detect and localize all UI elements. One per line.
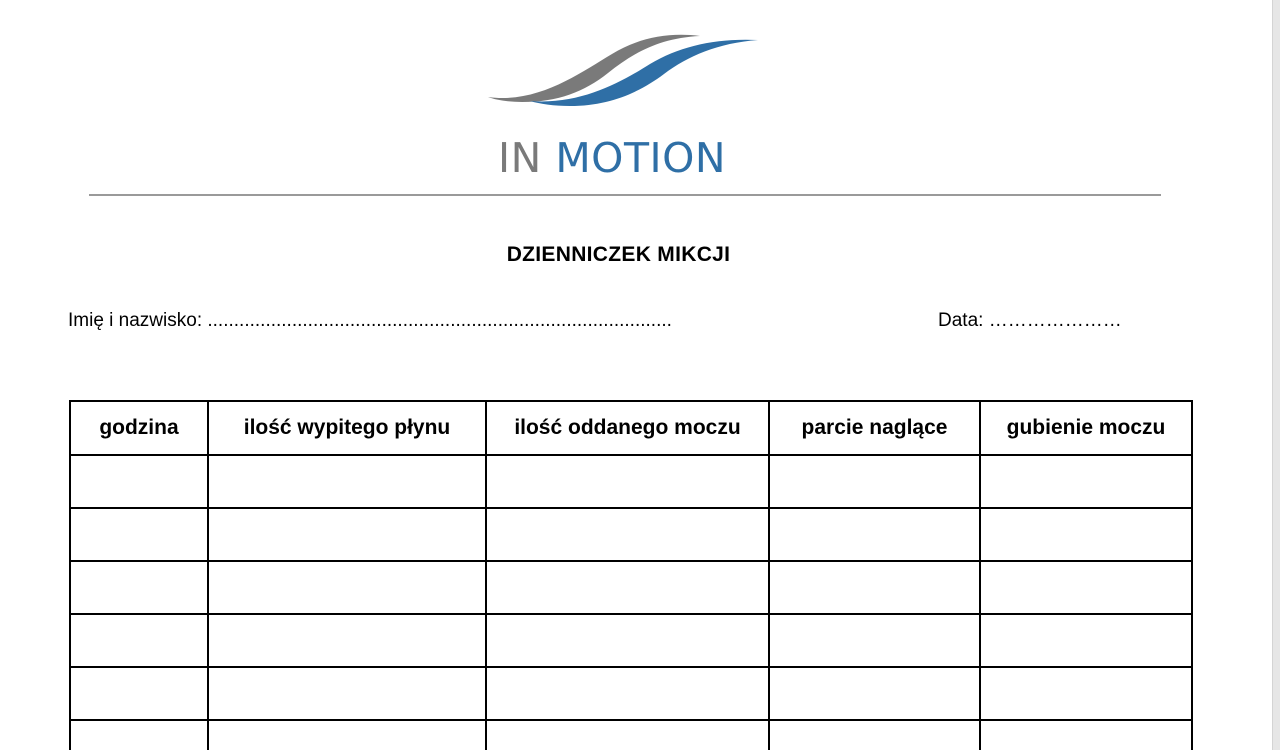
table-cell[interactable]: [486, 667, 769, 720]
table-cell[interactable]: [769, 720, 980, 750]
header-divider: [89, 194, 1161, 196]
date-field[interactable]: Data: …………………: [938, 310, 1122, 331]
table-cell[interactable]: [769, 561, 980, 614]
table-cell[interactable]: [208, 508, 486, 561]
table-cell[interactable]: [980, 508, 1192, 561]
table-row: [70, 561, 1192, 614]
table-header-row: [70, 401, 1192, 455]
document-title: DZIENNICZEK MIKCJI: [506, 243, 731, 266]
logo-word-in: IN: [498, 134, 542, 182]
table-cell[interactable]: [208, 614, 486, 667]
table-row: [70, 455, 1192, 508]
page-edge: [1272, 0, 1280, 750]
table-cell[interactable]: [208, 455, 486, 508]
table-row: [70, 614, 1192, 667]
in-motion-logo: [480, 28, 770, 182]
table-cell[interactable]: [980, 667, 1192, 720]
table-cell[interactable]: [980, 720, 1192, 750]
table-cell[interactable]: [486, 720, 769, 750]
table-cell[interactable]: [769, 614, 980, 667]
table-cell[interactable]: [980, 614, 1192, 667]
table-row: [70, 720, 1192, 750]
logo-wordmark: [498, 134, 727, 182]
name-field[interactable]: Imię i nazwisko: ........................................................................................: [68, 310, 672, 331]
header-ilosc-oddanego-moczu: ilość oddanego moczu: [486, 401, 769, 455]
table-cell[interactable]: [208, 720, 486, 750]
table-cell[interactable]: [486, 508, 769, 561]
header-gubienie-moczu: gubienie moczu: [980, 401, 1192, 455]
micturition-diary-table: [69, 400, 1193, 750]
table-cell[interactable]: [769, 455, 980, 508]
logo-word-motion: MOTION: [555, 134, 727, 182]
table-cell[interactable]: [70, 561, 208, 614]
table-row: [70, 508, 1192, 561]
table-cell[interactable]: [769, 667, 980, 720]
table-cell[interactable]: [980, 561, 1192, 614]
table-cell[interactable]: [486, 614, 769, 667]
header-parcie-naglace: parcie naglące: [769, 401, 980, 455]
table-cell[interactable]: [208, 667, 486, 720]
table-cell[interactable]: [70, 667, 208, 720]
table-cell[interactable]: [70, 455, 208, 508]
table-row: [70, 667, 1192, 720]
table-cell[interactable]: [70, 720, 208, 750]
wave-logo-icon: [480, 28, 770, 118]
table-cell[interactable]: [486, 561, 769, 614]
table-cell[interactable]: [208, 561, 486, 614]
table-cell[interactable]: [70, 614, 208, 667]
header-ilosc-wypitego-plynu: ilość wypitego płynu: [208, 401, 486, 455]
table-cell[interactable]: [769, 508, 980, 561]
header-godzina: godzina: [70, 401, 208, 455]
table-cell[interactable]: [980, 455, 1192, 508]
table-cell[interactable]: [70, 508, 208, 561]
table-cell[interactable]: [486, 455, 769, 508]
